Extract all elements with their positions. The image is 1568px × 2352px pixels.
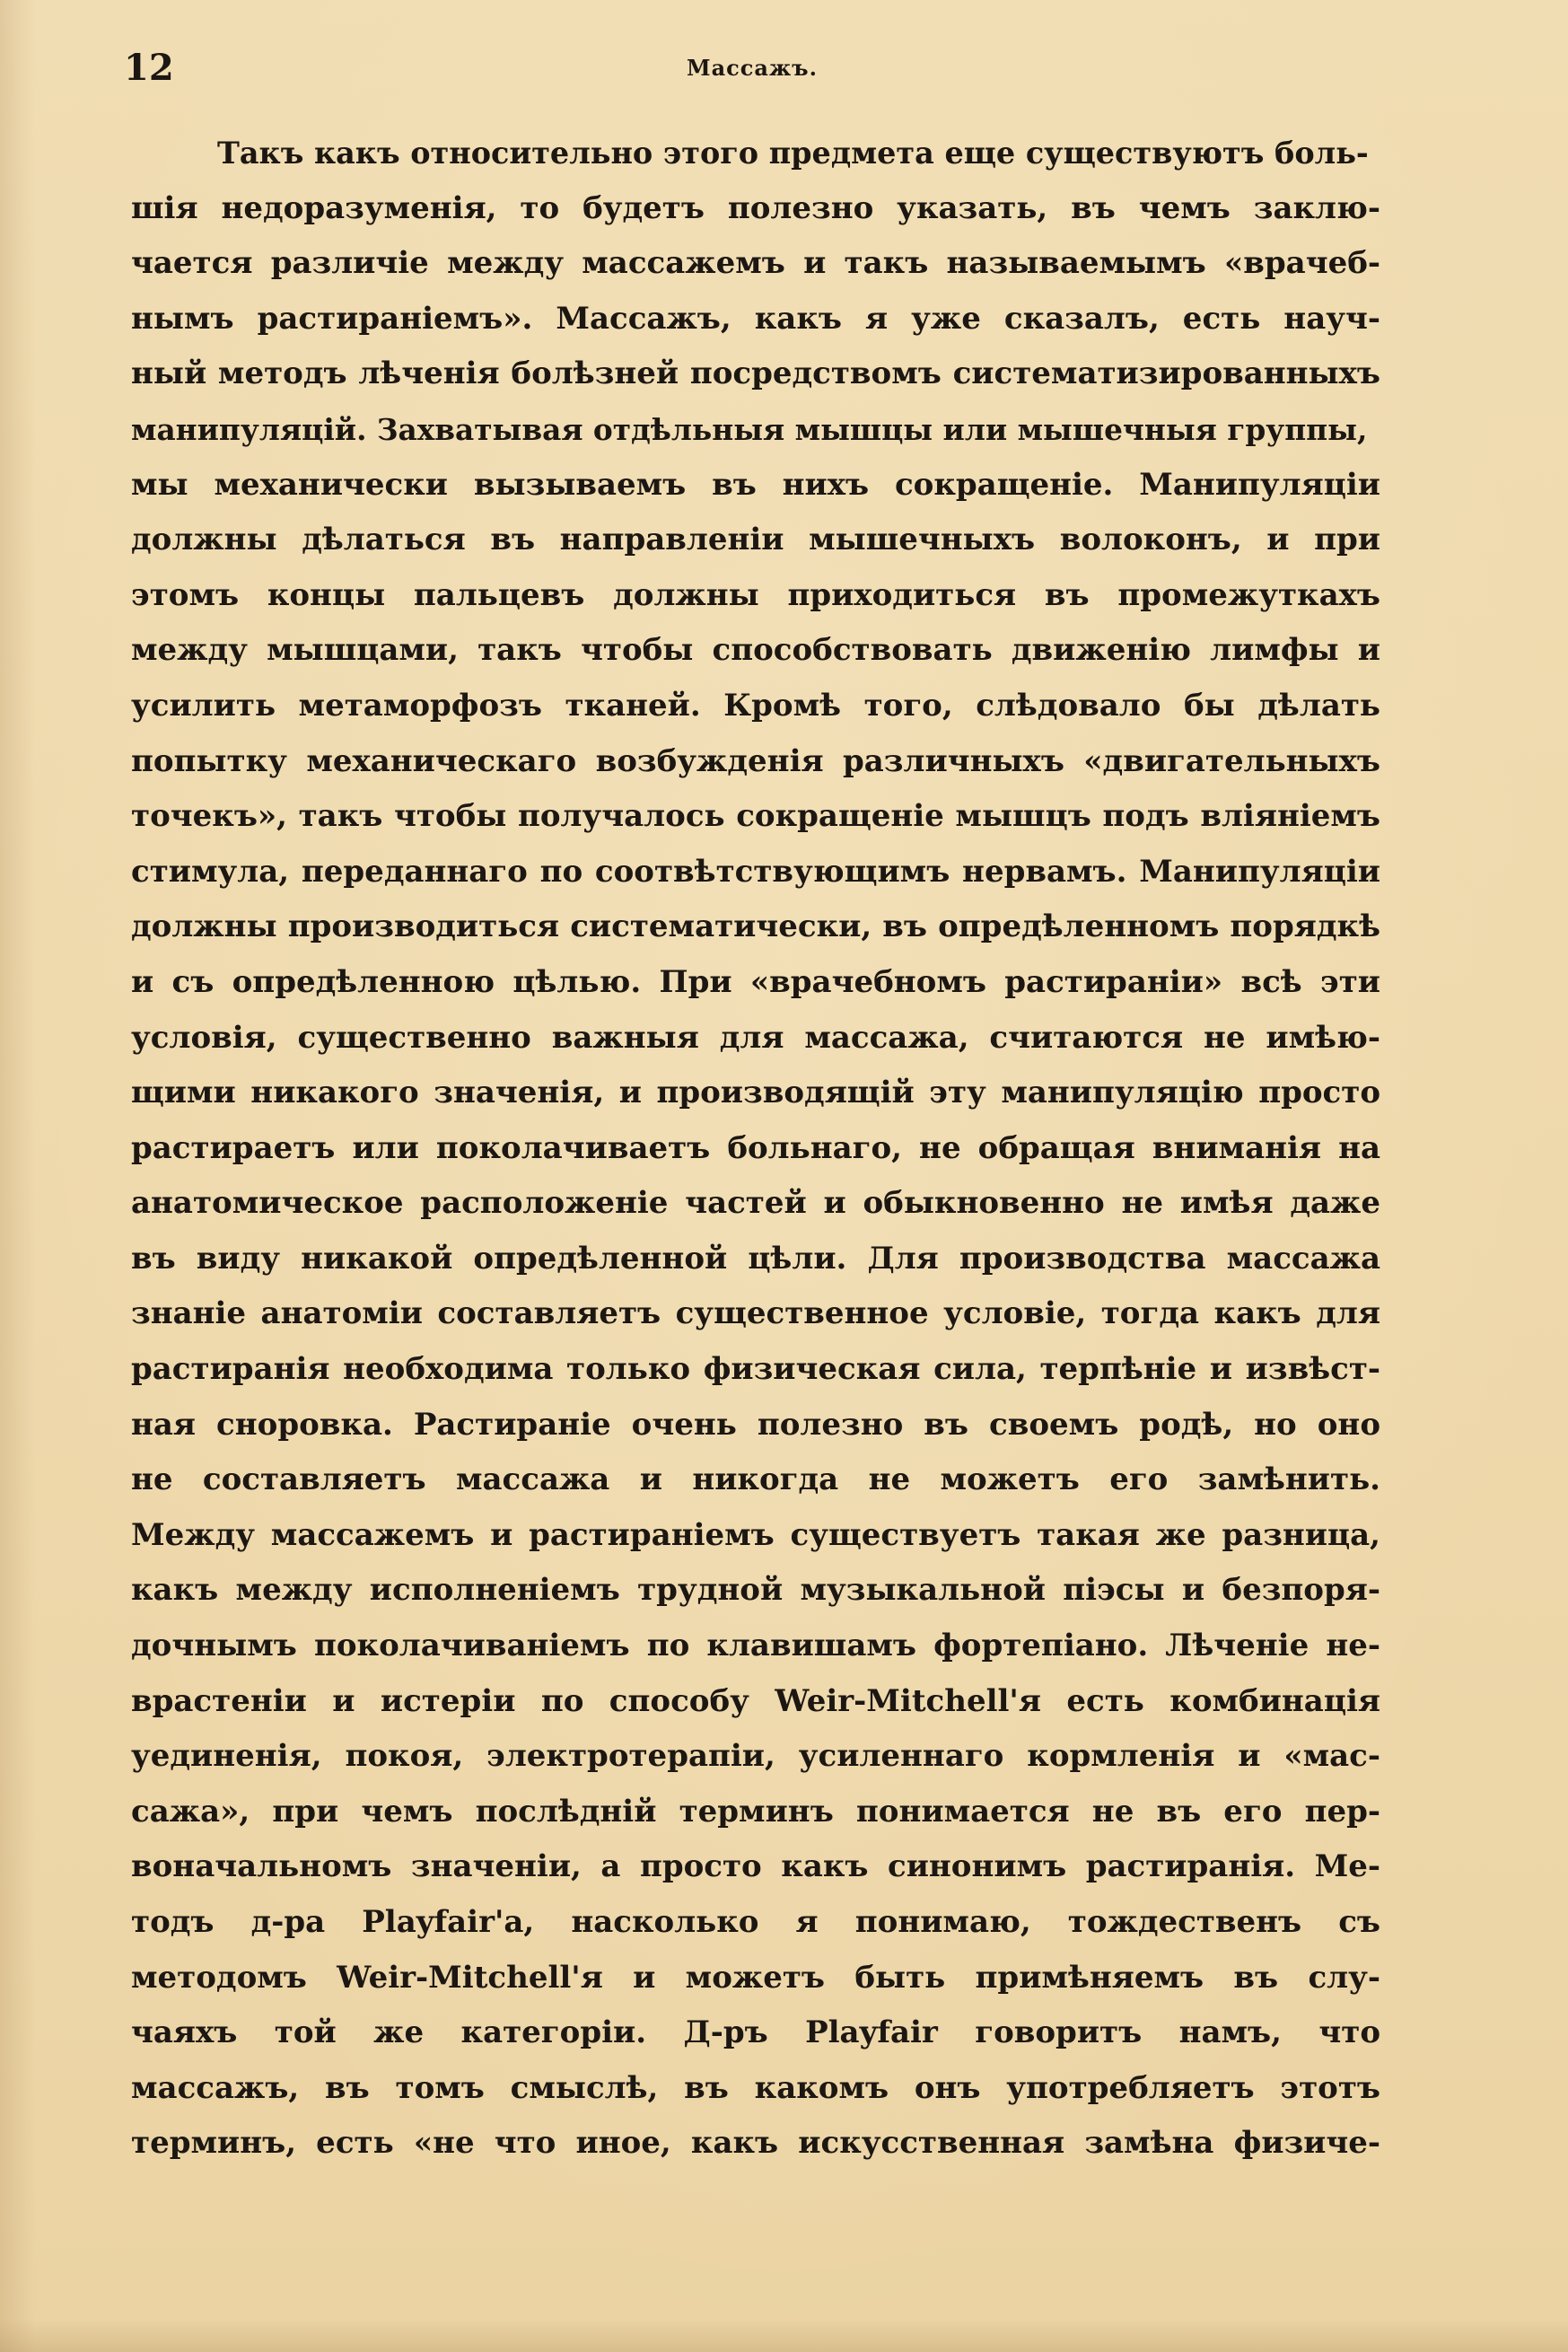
text-line: дочнымъ поколачиваніемъ по клавишамъ фортепіано. Лѣченіе не-: [131, 1628, 1380, 1664]
text-line: стимула, переданнаго по соотвѣтствующимъ нервамъ. Манипуляціи: [131, 853, 1380, 890]
text-line: растиранія необходима только физическая сила, терпѣніе и извѣст-: [131, 1351, 1380, 1388]
text-line: должны дѣлаться въ направленіи мышечныхъ волоконъ, и при: [131, 522, 1380, 558]
text-line: щими никакого значенія, и производящій эту манипуляцію просто: [131, 1075, 1380, 1111]
text-line: какъ между исполненіемъ трудной музыкальной піэсы и безпоря-: [131, 1572, 1380, 1609]
text-line: между мышцами, такъ чтобы способствовать движенію лимфы и: [131, 632, 1380, 669]
text-line: терминъ, есть «не что иное, какъ искусственная замѣна физиче-: [131, 2125, 1380, 2162]
text-line: точекъ», такъ чтобы получалось сокращеніе мышцъ подъ вліяніемъ: [131, 798, 1380, 835]
page-number: 12: [124, 47, 174, 89]
text-line: уединенія, покоя, электротерапіи, усиленнаго кормленія и «мас-: [131, 1738, 1380, 1775]
running-title: Массажъ.: [687, 55, 818, 81]
text-line: попытку механическаго возбужденія различныхъ «двигательныхъ: [131, 742, 1380, 779]
text-line: условія, существенно важныя для массажа, считаются не имѣю-: [131, 1019, 1380, 1056]
text-line: должны производиться систематически, въ опредѣленномъ порядкѣ: [131, 908, 1380, 945]
text-line: воначальномъ значеніи, а просто какъ синонимъ растиранія. Ме-: [131, 1848, 1380, 1885]
text-line: ный методъ лѣченія болѣзней посредствомъ систематизированныхъ: [131, 355, 1380, 392]
page-edge-shadow-bottom: [0, 2320, 1568, 2352]
text-line: нымъ растираніемъ». Массажъ, какъ я уже сказалъ, есть науч-: [131, 300, 1380, 337]
text-line: въ виду никакой опредѣленной цѣли. Для производства массажа: [131, 1240, 1380, 1277]
text-line: сажа», при чемъ послѣдній терминъ понимается не въ его пер-: [131, 1793, 1380, 1830]
text-line: растираетъ или поколачиваетъ больнаго, не обращая вниманія на: [131, 1129, 1380, 1166]
text-line: мы механически вызываемъ въ нихъ сокращеніе. Манипуляціи: [131, 466, 1380, 503]
page-edge-shadow-left: [0, 0, 36, 2352]
text-line: шія недоразуменія, то будетъ полезно указать, въ чемъ заклю-: [131, 189, 1380, 226]
body-text: [131, 126, 1380, 2217]
text-line: массажъ, въ томъ смыслѣ, въ какомъ онъ употребляетъ этотъ: [131, 2069, 1380, 2106]
text-line: и съ опредѣленною цѣлью. При «врачебномъ растираніи» всѣ эти: [131, 963, 1380, 1000]
text-line: манипуляцій. Захватывая отдѣльныя мышцы или мышечныя группы,: [131, 411, 1368, 447]
text-line: этомъ концы пальцевъ должны приходиться въ промежуткахъ: [131, 576, 1380, 613]
text-line: чается различіе между массажемъ и такъ называемымъ «врачеб-: [131, 245, 1380, 282]
text-line: методомъ Weir-Mitchell'я и можетъ быть примѣняемъ въ слу-: [131, 1959, 1380, 1996]
text-line: врастеніи и истеріи по способу Weir-Mitchell'я есть комбинація: [131, 1682, 1380, 1719]
text-line: не составляетъ массажа и никогда не можетъ его замѣнить.: [131, 1461, 1380, 1498]
text-line: Между массажемъ и растираніемъ существуетъ такая же разница,: [131, 1516, 1380, 1553]
text-line: тодъ д-ра Playfair'а, насколько я понимаю, тождественъ съ: [131, 1904, 1380, 1940]
text-line: ная сноровка. Растираніе очень полезно въ своемъ родѣ, но оно: [131, 1406, 1380, 1443]
text-line: усилить метаморфозъ тканей. Кромѣ того, слѣдовало бы дѣлать: [131, 687, 1380, 724]
text-line: чаяхъ той же категоріи. Д-ръ Playfair говоритъ намъ, что: [131, 2014, 1380, 2051]
paragraph-first-line: Такъ какъ относительно этого предмета еще существуютъ боль-: [217, 136, 1369, 171]
text-line: анатомическое расположеніе частей и обыкновенно не имѣя даже: [131, 1185, 1380, 1222]
text-line: знаніе анатоміи составляетъ существенное условіе, тогда какъ для: [131, 1295, 1380, 1332]
running-head: [124, 47, 1380, 90]
